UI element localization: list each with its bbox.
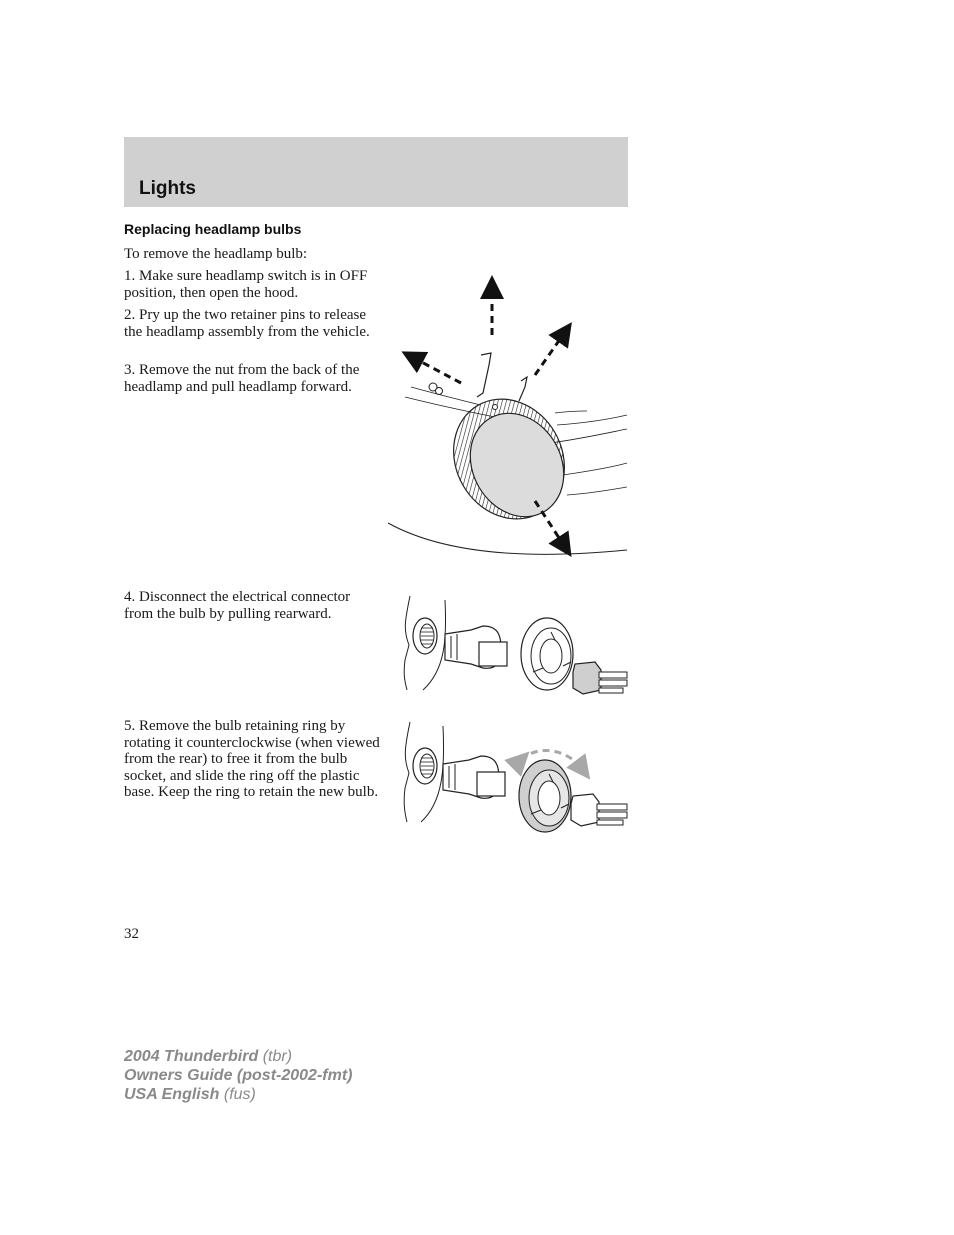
step-5: 5. Remove the bulb retaining ring by rotating it counterclockwise (when viewed from the rear) to free it from the bulb socket, and slide the ring off the plastic base. Keep the ring to retain the new bulb. [124,718,380,800]
step-1: 1. Make sure headlamp switch is in OFF position, then open the hood. [124,268,368,301]
footer-title-code: (tbr) [262,1048,293,1065]
page-number: 32 [124,926,139,942]
intro-text: To remove the headlamp bulb: [124,246,308,262]
step-4: 4. Disconnect the electrical connector from the bulb by pulling rearward. [124,589,351,622]
headlamp-removal-illustration [385,275,630,570]
footer-line-2: Owners Guide (post-2002-fmt) [124,1067,353,1084]
section-title: Lights [139,178,196,199]
retaining-ring-rotation-illustration [385,718,630,838]
footer-line-3 [124,1085,352,1104]
step-2: 2. Pry up the two retainer pins to release the headlamp assembly from the vehicle. [124,307,370,340]
step-3: 3. Remove the nut from the back of the headlamp and pull headlamp forward. [124,362,360,395]
subheading: Replacing headlamp bulbs [124,221,302,237]
section-header-band [124,137,628,207]
footer-line-1 [124,1047,352,1066]
footer-title: 2004 Thunderbird [124,1048,259,1065]
document-footer [124,1047,352,1104]
footer-language-code: (fus) [223,1086,256,1103]
footer-language: USA English [124,1086,220,1103]
connector-disconnect-illustration [385,590,630,705]
